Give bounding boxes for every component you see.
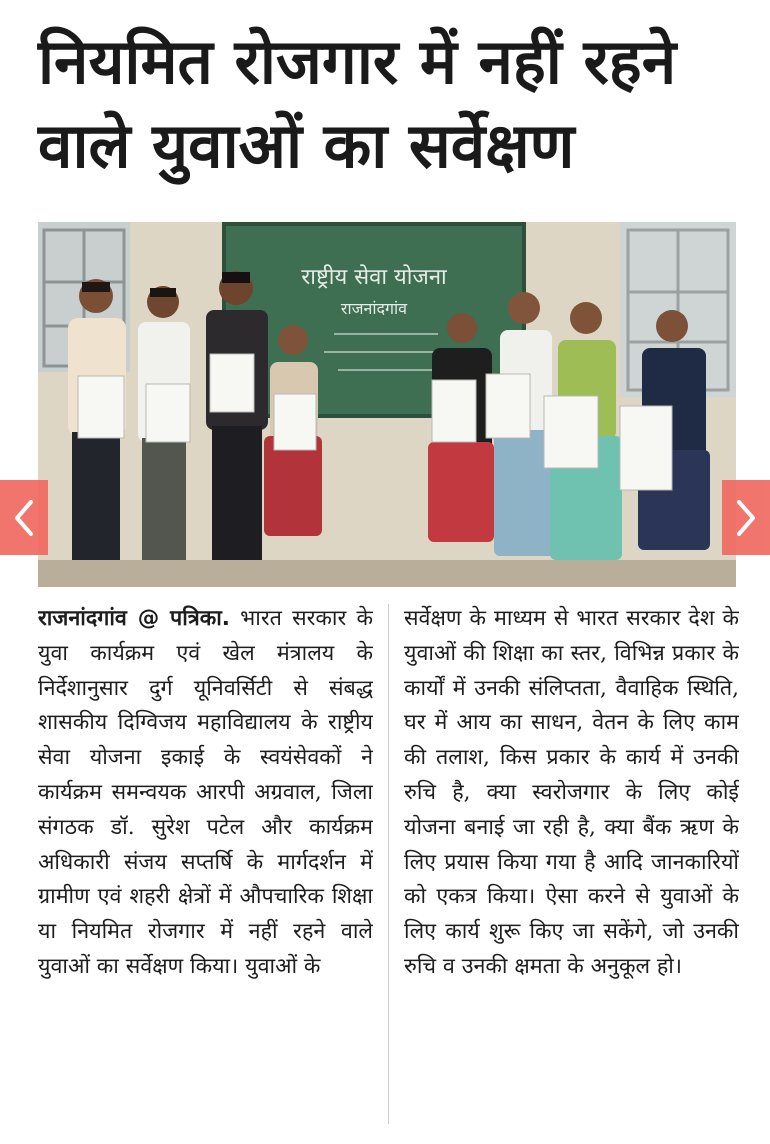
next-image-button[interactable] [722, 480, 770, 555]
board-text-line2: राजनांदगांव [340, 299, 408, 318]
previous-image-button[interactable] [0, 480, 48, 555]
photo-illustration [38, 222, 736, 587]
news-photo [38, 222, 736, 587]
article-column-right [404, 602, 739, 1130]
chevron-right-icon [734, 498, 758, 538]
headline: नियमित रोजगार में नहीं रहने वाले युवाओं का सर्वेक्षण [38, 25, 677, 182]
chevron-left-icon [12, 498, 36, 538]
dateline: राजनांदगांव @ पत्रिका. [38, 606, 230, 631]
article-text-left: भारत सरकार के युवा कार्यक्रम एवं खेल मंत्रालय के निर्देशानुसार दुर्ग यूनिवर्सिटी से संबद्ध शासकीय दिग्विजय महाविद्यालय के राष्ट्रीय सेवा योजना इकाई के स्वयंसेवकों ने कार्यक्रम समन्वयक आरपी अग्रवाल, जिला संगठक डॉ. सुरेश पटेल और कार्यक्रम अधिकारी संजय सप्तर्षि के मार्गदर्शन में ग्रामीण एवं शहरी क्षेत्रों में औपचारिक शिक्षा या नियमित रोजगार में नहीं रहने वाले युवाओं का सर्वेक्षण किया। युवाओं के [38, 606, 373, 979]
column-divider [388, 604, 389, 1124]
article-text-right: सर्वेक्षण के माध्यम से भारत सरकार देश के युवाओं की शिक्षा का स्तर, विभिन्न प्रकार के कार्यों में उनकी संलिप्तता, वैवाहिक स्थिति, घर में आय का साधन, वेतन के लिए काम की तलाश, किस प्रकार के कार्य में उनकी रुचि है, क्या स्वरोजगार के लिए कोई योजना बनाई जा रही है, क्या बैंक ऋण के लिए प्रयास किया गया है आदि जानकारियों को एकत्र किया। ऐसा करने से युवाओं के लिए कार्य शुरू किए जा सकेंगे, जो उनकी रुचि व उनकी क्षमता के अनुकूल हो। [404, 606, 739, 979]
article-column-left [38, 602, 373, 1130]
board-text-line1: राष्ट्रीय सेवा योजना [301, 265, 447, 290]
